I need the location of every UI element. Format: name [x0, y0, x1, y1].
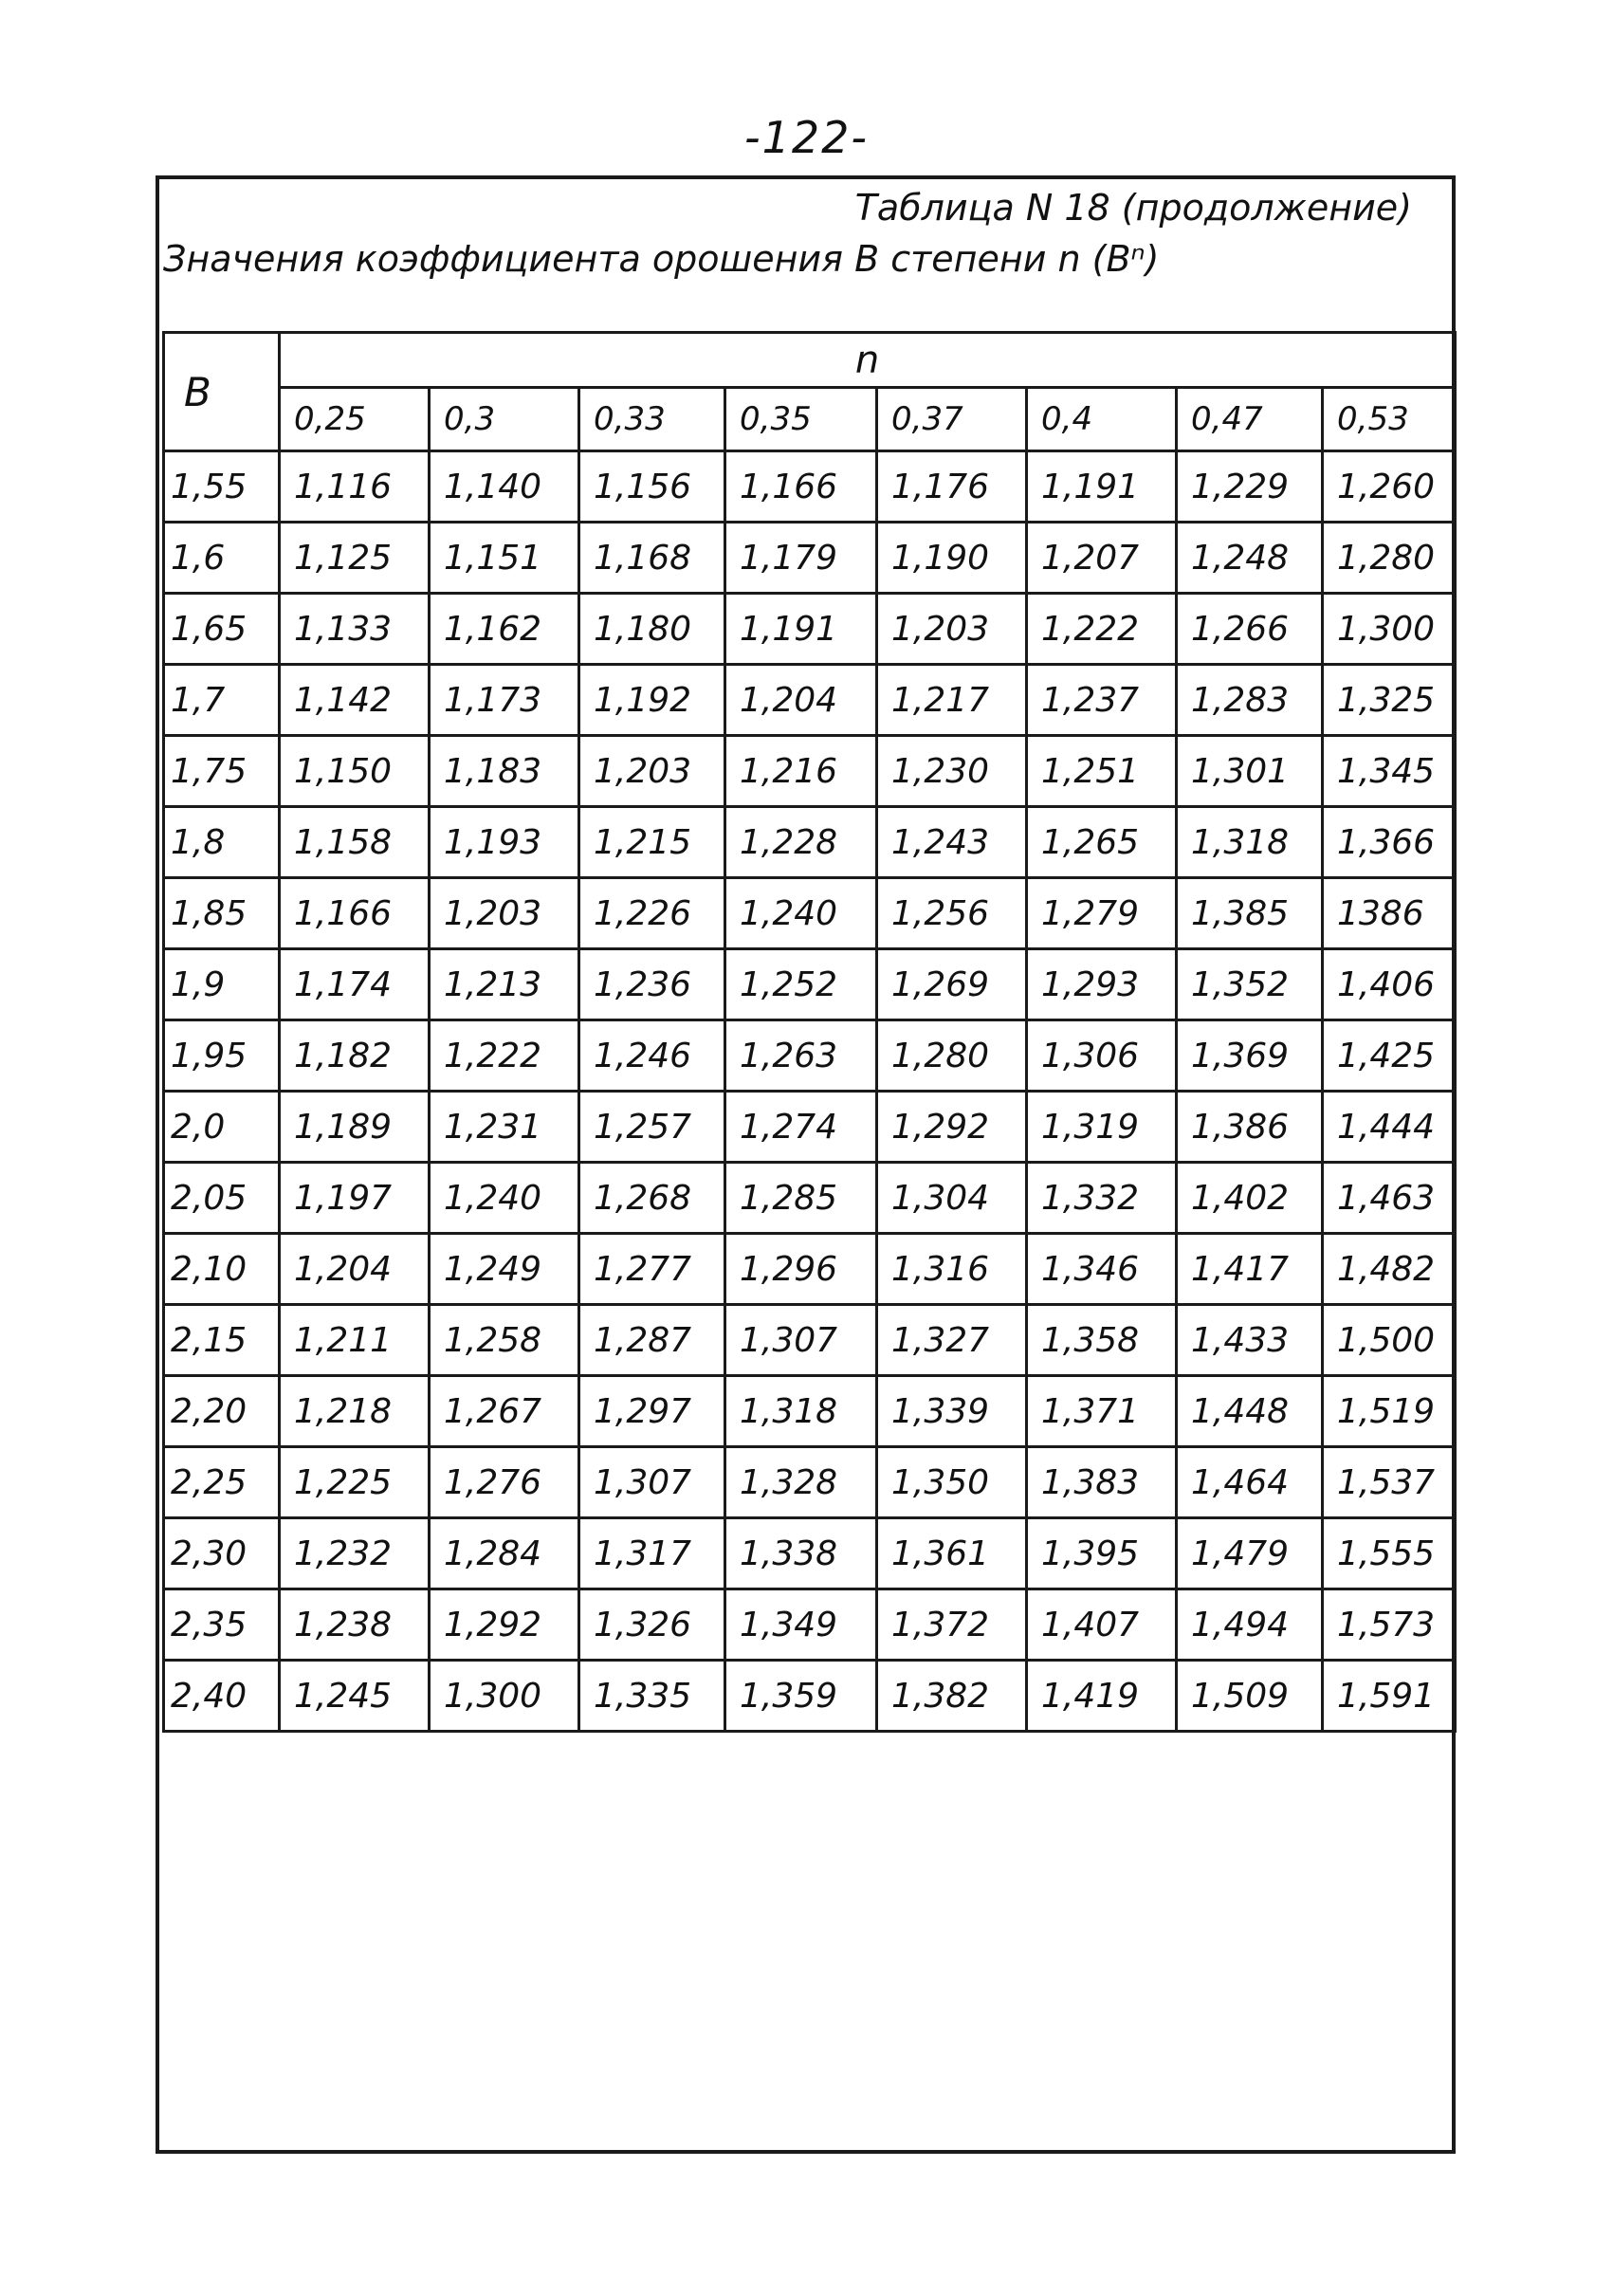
table-row	[164, 1661, 1456, 1732]
coefficient-cell: 1,304	[877, 1163, 1027, 1234]
column-header-cell: 0,3	[430, 388, 579, 451]
coefficient-cell: 1,213	[430, 949, 579, 1020]
coefficient-cell: 1,349	[725, 1589, 877, 1661]
coefficient-cell: 1,325	[1323, 665, 1456, 736]
coefficient-cell: 1,150	[280, 736, 430, 807]
coefficient-cell: 1,419	[1027, 1661, 1177, 1732]
coefficient-cell: 1,237	[1027, 665, 1177, 736]
table-row	[164, 1092, 1456, 1163]
coefficient-cell: 1,166	[725, 451, 877, 523]
coefficient-cell: 1,240	[430, 1163, 579, 1234]
coefficient-cell: 1,230	[877, 736, 1027, 807]
coefficient-cell: 1,425	[1323, 1020, 1456, 1092]
coefficient-cell: 1,151	[430, 523, 579, 594]
b-value-cell: 2,15	[164, 1305, 280, 1376]
coefficient-cell: 1,174	[280, 949, 430, 1020]
coefficient-cell: 1,285	[725, 1163, 877, 1234]
coefficient-cell: 1,297	[579, 1376, 725, 1447]
coefficient-cell: 1,317	[579, 1518, 725, 1589]
coefficient-cell: 1,369	[1177, 1020, 1323, 1092]
column-header-n: n	[280, 333, 1456, 388]
coefficient-cell: 1,328	[725, 1447, 877, 1518]
coefficient-cell: 1,339	[877, 1376, 1027, 1447]
coefficient-cell: 1,482	[1323, 1234, 1456, 1305]
coefficient-cell: 1,345	[1323, 736, 1456, 807]
table-row	[164, 1020, 1456, 1092]
coefficient-cell: 1,258	[430, 1305, 579, 1376]
coefficient-cell: 1,252	[725, 949, 877, 1020]
coefficient-cell: 1,191	[1027, 451, 1177, 523]
coefficient-cell: 1,243	[877, 807, 1027, 878]
coefficient-cell: 1,301	[1177, 736, 1323, 807]
coefficient-cell: 1,162	[430, 594, 579, 665]
coefficient-cell: 1,284	[430, 1518, 579, 1589]
coefficient-cell: 1,537	[1323, 1447, 1456, 1518]
b-value-cell: 2,35	[164, 1589, 280, 1661]
coefficient-cell: 1,140	[430, 451, 579, 523]
page-number: -122-	[744, 112, 869, 163]
coefficient-cell: 1,386	[1177, 1092, 1323, 1163]
b-value-cell: 2,20	[164, 1376, 280, 1447]
coefficient-cell: 1,316	[877, 1234, 1027, 1305]
b-value-cell: 2,40	[164, 1661, 280, 1732]
column-header-cell: 0,4	[1027, 388, 1177, 451]
coefficient-cell: 1,251	[1027, 736, 1177, 807]
coefficient-cell: 1,263	[725, 1020, 877, 1092]
table-row	[164, 1305, 1456, 1376]
coefficient-cell: 1,296	[725, 1234, 877, 1305]
coefficient-cell: 1,142	[280, 665, 430, 736]
b-value-cell: 2,30	[164, 1518, 280, 1589]
coefficient-cell: 1,125	[280, 523, 430, 594]
coefficient-cell: 1,203	[430, 878, 579, 949]
coefficient-cell: 1,211	[280, 1305, 430, 1376]
table-row	[164, 451, 1456, 523]
coefficient-cell: 1,494	[1177, 1589, 1323, 1661]
coefficient-cell: 1,240	[725, 878, 877, 949]
b-value-cell: 2,10	[164, 1234, 280, 1305]
coefficient-cell: 1,287	[579, 1305, 725, 1376]
table-row	[164, 949, 1456, 1020]
coefficient-cell: 1,358	[1027, 1305, 1177, 1376]
header-row-columns	[164, 388, 1456, 451]
coefficient-cell: 1,204	[280, 1234, 430, 1305]
coefficient-cell: 1,433	[1177, 1305, 1323, 1376]
coefficient-cell: 1,166	[280, 878, 430, 949]
coefficient-cell: 1,300	[430, 1661, 579, 1732]
coefficient-cell: 1,216	[725, 736, 877, 807]
coefficient-cell: 1,156	[579, 451, 725, 523]
coefficient-cell: 1,238	[280, 1589, 430, 1661]
coefficient-cell: 1,203	[877, 594, 1027, 665]
table-row	[164, 1518, 1456, 1589]
coefficient-cell: 1,555	[1323, 1518, 1456, 1589]
coefficient-cell: 1,229	[1177, 451, 1323, 523]
b-value-cell: 1,55	[164, 451, 280, 523]
coefficient-cell: 1,190	[877, 523, 1027, 594]
coefficient-cell: 1,519	[1323, 1376, 1456, 1447]
coefficient-cell: 1,327	[877, 1305, 1027, 1376]
coefficient-cell: 1386	[1323, 878, 1456, 949]
table-row	[164, 807, 1456, 878]
coefficient-cell: 1,203	[579, 736, 725, 807]
coefficient-cell: 1,283	[1177, 665, 1323, 736]
coefficient-cell: 1,228	[725, 807, 877, 878]
coefficient-cell: 1,444	[1323, 1092, 1456, 1163]
table-row	[164, 878, 1456, 949]
column-header-cell: 0,33	[579, 388, 725, 451]
table-row	[164, 1163, 1456, 1234]
coefficient-cell: 1,207	[1027, 523, 1177, 594]
coefficient-cell: 1,267	[430, 1376, 579, 1447]
coefficient-cell: 1,249	[430, 1234, 579, 1305]
b-value-cell: 1,7	[164, 665, 280, 736]
coefficient-cell: 1,371	[1027, 1376, 1177, 1447]
coefficient-cell: 1,382	[877, 1661, 1027, 1732]
b-value-cell: 1,6	[164, 523, 280, 594]
coefficient-cell: 1,231	[430, 1092, 579, 1163]
coefficient-cell: 1,218	[280, 1376, 430, 1447]
coefficient-cell: 1,307	[579, 1447, 725, 1518]
coefficient-cell: 1,173	[430, 665, 579, 736]
coefficient-cell: 1,306	[1027, 1020, 1177, 1092]
table-row	[164, 1376, 1456, 1447]
coefficient-cell: 1,232	[280, 1518, 430, 1589]
coefficient-cell: 1,300	[1323, 594, 1456, 665]
b-value-cell: 1,75	[164, 736, 280, 807]
b-value-cell: 1,65	[164, 594, 280, 665]
coefficient-cell: 1,372	[877, 1589, 1027, 1661]
b-value-cell: 2,05	[164, 1163, 280, 1234]
coefficient-cell: 1,158	[280, 807, 430, 878]
coefficient-cell: 1,116	[280, 451, 430, 523]
coefficient-cell: 1,479	[1177, 1518, 1323, 1589]
coefficient-cell: 1,215	[579, 807, 725, 878]
column-header-cell: 0,25	[280, 388, 430, 451]
coefficient-cell: 1,500	[1323, 1305, 1456, 1376]
coefficient-cell: 1,402	[1177, 1163, 1323, 1234]
coefficient-cell: 1,280	[877, 1020, 1027, 1092]
coefficient-cell: 1,179	[725, 523, 877, 594]
coefficient-cell: 1,591	[1323, 1661, 1456, 1732]
b-value-cell: 2,0	[164, 1092, 280, 1163]
b-value-cell: 1,8	[164, 807, 280, 878]
coefficient-cell: 1,279	[1027, 878, 1177, 949]
coefficient-cell: 1,268	[579, 1163, 725, 1234]
coefficient-cell: 1,193	[430, 807, 579, 878]
coefficient-cell: 1,133	[280, 594, 430, 665]
coefficient-table	[162, 331, 1457, 1733]
coefficient-cell: 1,260	[1323, 451, 1456, 523]
coefficient-cell: 1,246	[579, 1020, 725, 1092]
coefficient-cell: 1,266	[1177, 594, 1323, 665]
coefficient-cell: 1,366	[1323, 807, 1456, 878]
coefficient-cell: 1,256	[877, 878, 1027, 949]
coefficient-cell: 1,280	[1323, 523, 1456, 594]
coefficient-cell: 1,176	[877, 451, 1027, 523]
coefficient-cell: 1,226	[579, 878, 725, 949]
b-value-cell: 1,95	[164, 1020, 280, 1092]
coefficient-cell: 1,197	[280, 1163, 430, 1234]
coefficient-cell: 1,319	[1027, 1092, 1177, 1163]
coefficient-cell: 1,191	[725, 594, 877, 665]
coefficient-cell: 1,236	[579, 949, 725, 1020]
coefficient-cell: 1,385	[1177, 878, 1323, 949]
coefficient-cell: 1,407	[1027, 1589, 1177, 1661]
coefficient-cell: 1,269	[877, 949, 1027, 1020]
header-row-n	[164, 333, 1456, 388]
table-caption: Значения коэффициента орошения B степени n (Bⁿ)	[163, 238, 1160, 280]
coefficient-cell: 1,573	[1323, 1589, 1456, 1661]
coefficient-cell: 1,292	[430, 1589, 579, 1661]
coefficient-cell: 1,222	[1027, 594, 1177, 665]
coefficient-cell: 1,248	[1177, 523, 1323, 594]
b-value-cell: 1,9	[164, 949, 280, 1020]
coefficient-cell: 1,277	[579, 1234, 725, 1305]
column-header-cell: 0,37	[877, 388, 1027, 451]
coefficient-cell: 1,245	[280, 1661, 430, 1732]
coefficient-cell: 1,318	[725, 1376, 877, 1447]
row-header-b: B	[164, 333, 280, 451]
table-row	[164, 736, 1456, 807]
coefficient-cell: 1,332	[1027, 1163, 1177, 1234]
coefficient-cell: 1,326	[579, 1589, 725, 1661]
coefficient-cell: 1,352	[1177, 949, 1323, 1020]
coefficient-cell: 1,168	[579, 523, 725, 594]
b-value-cell: 1,85	[164, 878, 280, 949]
table-row	[164, 594, 1456, 665]
coefficient-cell: 1,274	[725, 1092, 877, 1163]
coefficient-cell: 1,276	[430, 1447, 579, 1518]
coefficient-cell: 1,359	[725, 1661, 877, 1732]
column-header-cell: 0,47	[1177, 388, 1323, 451]
coefficient-cell: 1,204	[725, 665, 877, 736]
coefficient-cell: 1,417	[1177, 1234, 1323, 1305]
coefficient-cell: 1,192	[579, 665, 725, 736]
coefficient-cell: 1,265	[1027, 807, 1177, 878]
coefficient-cell: 1,225	[280, 1447, 430, 1518]
coefficient-cell: 1,383	[1027, 1447, 1177, 1518]
coefficient-cell: 1,217	[877, 665, 1027, 736]
coefficient-cell: 1,182	[280, 1020, 430, 1092]
coefficient-cell: 1,464	[1177, 1447, 1323, 1518]
coefficient-cell: 1,307	[725, 1305, 877, 1376]
coefficient-cell: 1,338	[725, 1518, 877, 1589]
table-row	[164, 523, 1456, 594]
coefficient-cell: 1,509	[1177, 1661, 1323, 1732]
coefficient-cell: 1,257	[579, 1092, 725, 1163]
coefficient-cell: 1,350	[877, 1447, 1027, 1518]
coefficient-cell: 1,463	[1323, 1163, 1456, 1234]
table-frame	[156, 175, 1456, 2154]
coefficient-cell: 1,448	[1177, 1376, 1323, 1447]
coefficient-cell: 1,189	[280, 1092, 430, 1163]
coefficient-cell: 1,183	[430, 736, 579, 807]
table-row	[164, 1447, 1456, 1518]
coefficient-cell: 1,361	[877, 1518, 1027, 1589]
table-row	[164, 1589, 1456, 1661]
table-label: Таблица N 18 (продолжение)	[854, 187, 1412, 229]
table-row	[164, 665, 1456, 736]
coefficient-cell: 1,222	[430, 1020, 579, 1092]
coefficient-cell: 1,318	[1177, 807, 1323, 878]
coefficient-cell: 1,293	[1027, 949, 1177, 1020]
b-value-cell: 2,25	[164, 1447, 280, 1518]
coefficient-cell: 1,292	[877, 1092, 1027, 1163]
column-header-cell: 0,53	[1323, 388, 1456, 451]
coefficient-cell: 1,335	[579, 1661, 725, 1732]
coefficient-cell: 1,395	[1027, 1518, 1177, 1589]
column-header-cell: 0,35	[725, 388, 877, 451]
coefficient-cell: 1,346	[1027, 1234, 1177, 1305]
coefficient-cell: 1,180	[579, 594, 725, 665]
table-row	[164, 1234, 1456, 1305]
coefficient-cell: 1,406	[1323, 949, 1456, 1020]
